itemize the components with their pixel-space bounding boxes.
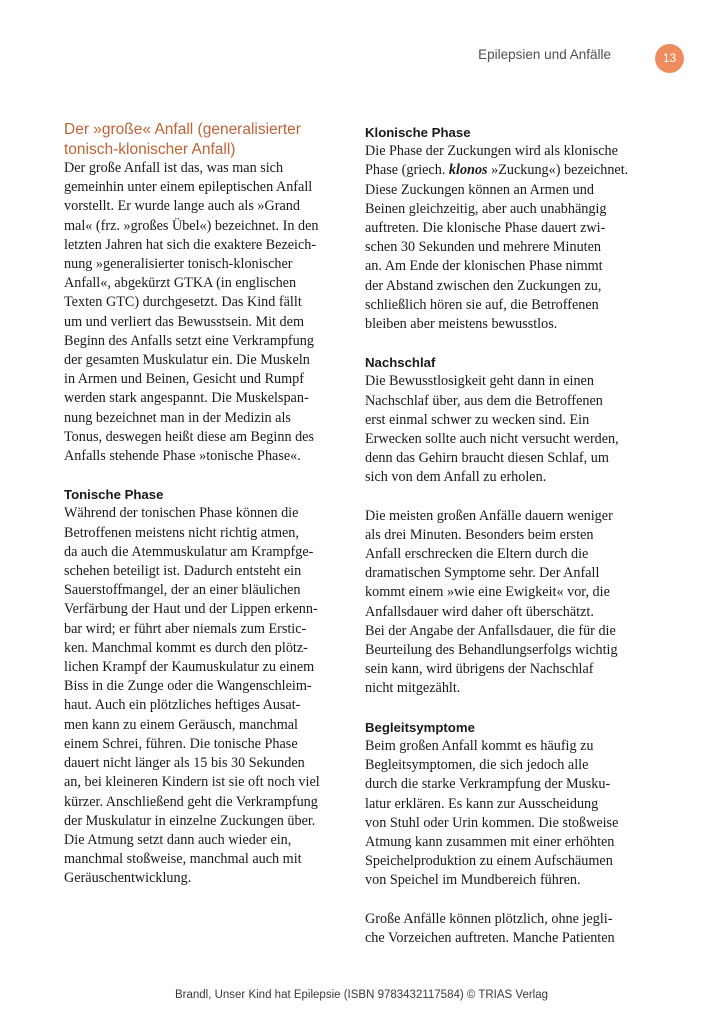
footer-citation: Brandl, Unser Kind hat Epilepsie (ISBN 9783432117584) © TRIAS Verlag <box>174 989 549 1001</box>
text-line: sich von dem Anfall zu erholen. <box>365 469 547 486</box>
text-line: Geräuschentwicklung. <box>64 870 192 887</box>
text-line: letzten Jahren hat sich die exaktere Bezeich- <box>64 236 317 253</box>
text-line: Biss in die Zunge oder die Wangenschleim- <box>64 678 312 695</box>
text-line: von Stuhl oder Urin kommen. Die stoßweise <box>365 814 619 831</box>
text-line: als drei Minuten. Besonders beim ersten <box>365 526 594 543</box>
text-line: lichen Krampf der Kaumuskulatur zu einem <box>64 659 315 676</box>
text-line: bar wird; er führt aber niemals zum Erstic- <box>64 620 307 637</box>
tonic-phase-paragraph <box>64 504 340 888</box>
text-line: Diese Zuckungen können an Armen und <box>365 181 594 198</box>
text-line: Beim großen Anfall kommt es häufig zu <box>365 737 594 754</box>
text-line: Bei der Angabe der Anfallsdauer, die für die <box>365 622 616 639</box>
text-line: men kann zu einem Geräusch, manchmal <box>64 716 299 733</box>
tonic-phase-heading: Tonische Phase <box>64 487 164 503</box>
symptoms-paragraph <box>365 737 641 891</box>
clonic-phase-heading: Klonische Phase <box>365 125 471 140</box>
text-line: Tonus, deswegen heißt diese am Beginn des <box>64 428 314 445</box>
text-line: schen 30 Sekunden und mehrere Minuten <box>365 239 602 256</box>
title-line: tonisch-klonischer Anfall) <box>64 140 236 158</box>
text-line: dauert nicht länger als 15 bis 30 Sekunden <box>64 755 305 772</box>
text-line: Atmung kann zusammen mit einer erhöhten <box>365 833 615 850</box>
text-line: mal« (frz. »großes Übel«) bezeichnet. In den <box>64 217 319 234</box>
text-line: kürzer. Anschließend geht die Verkrampfung <box>64 793 318 810</box>
text-line: kommt einem »wie eine Ewigkeit« vor, die <box>365 584 610 601</box>
text-line: von Speichel im Mundbereich führen. <box>365 872 581 889</box>
text-fragment: Phase (griech. <box>365 162 449 179</box>
text-line: Betroffenen meistens nicht richtig atmen, <box>64 524 299 541</box>
text-line: schehen beteiligt ist. Dadurch entsteht ein <box>64 563 302 580</box>
text-line: ken. Manchmal kommt es durch den plötz- <box>64 639 308 656</box>
text-line: Anfall«, abgekürzt GTKA (in englischen <box>64 275 297 292</box>
text-line: bleiben aber meistens bewusstlos. <box>365 316 558 333</box>
text-line: gemeinhin unter einem epileptischen Anfall <box>64 179 313 196</box>
text-line: Verfärbung der Haut und der Lippen erkenn- <box>64 601 318 618</box>
text-line: Anfallsdauer wird daher oft überschätzt. <box>365 603 594 620</box>
text-line: der Muskulatur in einzelne Zuckungen über. <box>64 812 316 829</box>
text-line: che Vorzeichen auftreten. Manche Patienten <box>365 929 615 946</box>
text-line: nung bezeichnet man in der Medizin als <box>64 409 291 426</box>
section-title: Epilepsien und Anfälle <box>478 47 611 62</box>
greek-term: klonos <box>448 162 488 179</box>
sleep-paragraph <box>365 372 641 487</box>
text-line: an, bei kleineren Kindern ist sie oft noch viel <box>64 774 320 791</box>
text-line: Texten GTC) durchgesetzt. Das Kind fällt <box>64 294 302 311</box>
text-line: da auch die Atemmuskulatur am Krampfge- <box>64 543 314 560</box>
text-line: Begleitsymptomen, die sich jedoch alle <box>365 757 589 774</box>
right-column <box>365 123 641 948</box>
text-line: manchmal stoßweise, manchmal auch mit <box>64 851 302 868</box>
duration-paragraph <box>365 507 641 699</box>
text-line: erst einmal schwer zu wecken sind. Ein <box>365 411 590 428</box>
text-line: vorstellt. Er wurde lange auch als »Grand <box>64 198 300 215</box>
text-line: Anfalls stehende Phase »tonische Phase«. <box>64 448 301 465</box>
article-title <box>64 120 340 159</box>
text-line: in Armen und Beinen, Gesicht und Rumpf <box>64 371 304 388</box>
text-line: der Abstand zwischen den Zuckungen zu, <box>365 277 602 294</box>
symptoms-heading: Begleitsymptome <box>365 719 475 735</box>
text-line: Während der tonischen Phase können die <box>64 505 299 522</box>
text-line: durch die starke Verkrampfung der Musku- <box>365 776 611 793</box>
text-line <box>365 161 641 180</box>
clonic-phase-paragraph <box>365 142 641 334</box>
text-line: Nachschlaf über, aus dem die Betroffenen <box>365 392 603 409</box>
text-line: um und verliert das Bewusstsein. Mit dem <box>64 313 304 330</box>
text-line: einem Schrei, führen. Die tonische Phase <box>64 735 298 752</box>
text-line: Beurteilung des Behandlungserfolgs wichtig <box>365 642 618 659</box>
text-line: Erwecken sollte auch nicht versucht werden, <box>365 431 619 448</box>
text-line: dramatischen Symptome sehr. Der Anfall <box>365 565 600 582</box>
text-line: schließlich hören sie auf, die Betroffenen <box>365 296 599 313</box>
sleep-heading: Nachschlaf <box>365 355 436 371</box>
text-line: Der große Anfall ist das, was man sich <box>64 160 284 176</box>
text-line: auftreten. Die klonische Phase dauert zwi- <box>365 220 606 237</box>
page-number-badge: 13 <box>655 44 684 73</box>
text-line: Sauerstoffmangel, der an einer bläulichen <box>64 582 301 599</box>
text-line: Speichelproduktion zu einem Aufschäumen <box>365 853 613 870</box>
text-fragment: »Zuckung«) bezeichnet. <box>487 162 629 179</box>
text-line: nung »generalisierter tonisch-klonischer <box>64 256 293 273</box>
text-line: Anfall erschrecken die Eltern durch die <box>365 546 589 563</box>
text-line: Die meisten großen Anfälle dauern weniger <box>365 507 613 524</box>
text-line: Beinen gleichzeitig, aber auch unabhängig <box>365 200 607 217</box>
text-line: Beginn des Anfalls setzt eine Verkrampfung <box>64 332 314 349</box>
text-line: denn das Gehirn braucht diesen Schlaf, um <box>365 450 609 467</box>
text-line: Die Bewusstlosigkeit geht dann in einen <box>365 373 594 390</box>
text-line: sein kann, wird übrigens der Nachschlaf <box>365 661 594 678</box>
text-line: Große Anfälle können plötzlich, ohne jegli- <box>365 910 613 927</box>
text-line: an. Am Ende der klonischen Phase nimmt <box>365 258 603 275</box>
intro-paragraph <box>64 159 340 466</box>
text-line: werden stark angespannt. Die Muskelspan- <box>64 390 309 407</box>
text-line: latur erklären. Es kann zur Ausscheidung <box>365 795 599 812</box>
text-line: Die Phase der Zuckungen wird als klonische <box>365 143 618 160</box>
text-line: der gesamten Muskulatur ein. Die Muskeln <box>64 352 310 369</box>
text-line: haut. Auch ein plötzliches heftiges Ausat- <box>64 697 301 714</box>
text-line: nicht mitgezählt. <box>365 680 461 697</box>
sudden-onset-paragraph <box>365 910 641 948</box>
text-line: Die Atmung setzt dann auch wieder ein, <box>64 831 292 848</box>
left-column <box>64 120 340 889</box>
title-line: Der »große« Anfall (generalisierter <box>64 121 301 138</box>
